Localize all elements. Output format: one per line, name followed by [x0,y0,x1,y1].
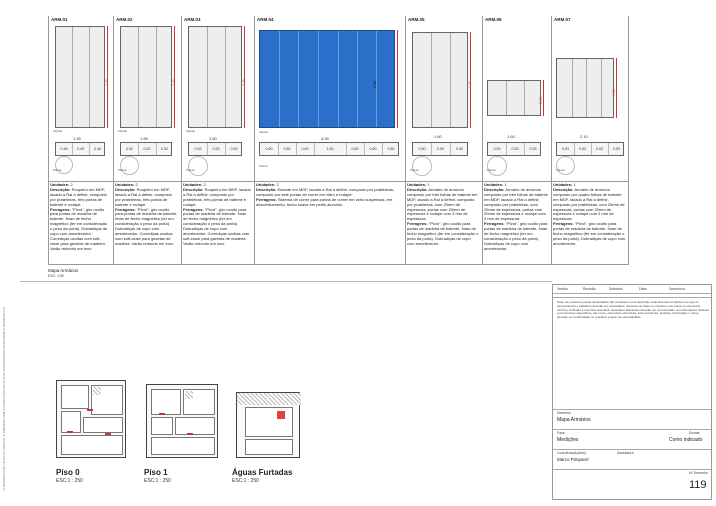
module-width: 0.52 [138,143,157,155]
unit-id: ARM.04 [257,17,274,22]
module-width: 0.60 [387,147,395,151]
map-title: Mapa Armários [48,268,79,273]
elevation-drawing [487,80,541,116]
scale-value: Como indicado [669,437,703,443]
rev-header-desenhou: Desenhou [669,287,685,291]
module-width: 1.60 [314,143,347,155]
module-width: 0.53 [557,143,575,155]
plan-label: Planta [118,168,127,172]
title-block [552,284,712,500]
elevation-label: Alçado [53,129,63,133]
plan-label: Planta [259,164,268,168]
floor-name: Piso 0 [56,468,80,477]
unit-description: Unidades: 2 Descrição: Roupeiro em MDF, lacado a Ral a definir, composto por prateleiras, três portas de batente e rodapé. Ferragens: "Pivot", giro oculto para portas de madeira de batente. Íman de fecho magnético (ter em consideração o peso da porta). Dobradiças de copo com amortecedor. Corrediças ocultas com soft-close para gavetas de madeira. Varão redondo em inox. [115,182,178,246]
module-width: 0.52 [121,143,139,155]
unit-id: ARM.06 [485,17,502,22]
plan-drawing [259,142,399,156]
coordination-label: Coordenação(ões) [557,451,586,455]
height-label: 2.40 [468,81,472,88]
elevation-label: Alçado [259,130,269,134]
module-width: 0.50 [456,147,463,151]
divider [48,264,629,265]
width-label: 1.60 [209,136,217,141]
module-width: 0.53 [207,143,226,155]
module-width: 0.48 [94,147,101,151]
plan-drawing [412,142,468,156]
map-scale: ESC: 1:50 [48,274,64,278]
module-width: 0.50 [431,143,451,155]
width-label: 4.28 [321,136,329,141]
plan-drawing [120,142,172,156]
height-label: 2.40 [172,79,176,86]
floorplan-aguas-furtadas [236,392,300,458]
rev-header-versao: Versão [557,287,568,291]
drawing-number-label: Nº Desenho [689,471,708,475]
height-label: 2.40 [105,79,109,86]
width-label: 2.10 [580,134,588,139]
elevation-label: Alçado [118,129,128,133]
height-label: 2.40 [242,79,246,86]
height-label: 1.50 [612,89,616,96]
module-width: 0.53 [230,147,238,151]
module-width: 0.53 [488,143,507,155]
height-label: 2.40 [373,81,377,88]
floor-scale: ESC:1 : 250 [232,478,259,484]
height-label: 0.90 [539,97,543,104]
width-label: 1.60 [507,134,515,139]
elevation-drawing [55,26,105,128]
module-width: 0.53 [506,143,525,155]
plan-label: Planta [186,168,195,172]
plan-drawing [556,142,624,156]
width-label: 1.45 [73,136,81,141]
module-width: 0.53 [189,143,208,155]
divider [20,281,552,282]
copyright-side-note: É REPRODUÇÃO TOTAL OU PARCIAL E PROIBIDA SEM AUTORIZAÇÃO DO AUTOR, PROPRIEDADE CONFORME O DECRETO-LEI [2,307,6,490]
plan-label: Planta [410,168,419,172]
drawing-label: Desenho [557,411,572,415]
unit-description: Unidades: 2 Descrição: Estante em MDF, lacado a Ral a definir, composto por prateleiras, composto por sete portas de correr em vidro e rodapé. Ferragens: Sistema de correr para portas de correr em vidro suspensas, em descentramento, fecho suave em perfis alumínio. [256,182,395,207]
floor-scale: ESC:1 : 250 [144,478,171,484]
module-width: 0.53 [529,147,537,151]
unit-id: ARM.05 [408,17,425,22]
unit-id: ARM.01 [51,17,68,22]
module-width: 0.52 [161,147,168,151]
floorplan-piso-1 [146,384,218,458]
plan-drawing [487,142,541,156]
drawing-number: 119 [689,479,707,491]
plan-drawing [55,142,105,156]
elevation-drawing [412,32,468,128]
unit-description: Unidades: 1 Descrição: Armário de arrumos composto por três folhas de batente em MDF, lacado a Ral a definir, composto por prateleiras, com 25mm de espessura, portas com 20mm de espessura e rodapé com 3 mm de espessura. Ferragens: "Pivot", giro oculto para portas de madeira de batente. Íman de fecho magnético (ter em consideração o peso da porta). Dobradiças de copo com amortecedor. [484,182,548,251]
drawing-title: Mapa Armários [557,417,591,423]
module-width: 0.53 [613,147,620,151]
module-width: 0.53 [591,143,609,155]
module-width: 0.50 [413,143,432,155]
floorplan-piso-0 [56,380,126,458]
phase-label: Fase [557,431,565,435]
width-label: 1.55 [140,136,148,141]
elevation-drawing [188,26,242,128]
module-width: 0.60 [278,143,297,155]
module-width: 0.53 [574,143,592,155]
phase-value: Medições [557,437,579,443]
plan-label: Planta [556,168,565,172]
module-width: 0.60 [346,143,365,155]
unit-description: Unidades: 2 Descrição: Roupeiro em MDF, lacado a Ral a definir, composto por prateleiras, três portas de batente e rodapé. Ferragens: "Pivot", giro oculto para portas de madeira de batente. Íman de fecho magnético (ter em consideração o peso da porta). Dobradiças de copo com amortecedor. Corrediças ocultas com soft-close para gavetas de madeira. Varão redondo em inox. [50,182,108,251]
elevation-label: Alçado [186,129,196,133]
elevation-drawing [556,58,614,118]
floor-name: Piso 1 [144,468,168,477]
floor-scale: ESC:1 : 250 [56,478,83,484]
plan-drawing [188,142,242,156]
signature-label: Assinatura [617,451,634,455]
module-width: 0.48 [56,143,73,155]
unit-id: ARM.02 [116,17,133,22]
floor-name: Águas Furtadas [232,468,293,477]
unit-description: Unidades: 2 Descrição: Roupeiro em MDF, lacado a Ral a definir, composto por prateleiras, três portas de batente e rodapé. Ferragens: "Pivot", giro oculto para portas de madeira de batente. Íman de fecho magnético (ter em consideração o peso da porta). Dobradiças de copo com amortecedor. Corrediças ocultas com soft-close para gavetas de madeira. Varão redondo em inox. [183,182,251,246]
unit-description: Unidades: 1 Descrição: Armário de arrumos composto por três folhas de batente em MDF, lacado a Ral a definir, composto por prateleiras, com 25mm de espessura, portas com 20mm de espessura e rodapé com 3 mm de espessura. Ferragens: "Pivot", giro oculto para portas de madeira de batente. Íman de fecho magnético (ter em consideração o peso da porta). Dobradiças de copo com amortecedor. [407,182,479,246]
coordination-value: Marco Pimparel [557,457,589,462]
unit-description: Unidades: 1 Descrição: Armário de arrumos composto por quatro folhas de batente em MDF, lacado a Ral a definir, composto por prateleiras, com 25mm de espessura, portas com 20mm de espessura e rodapé com 3 mm de espessura. Ferragens: "Pivot", giro oculto para portas de madeira de batente. Íman de fecho magnético (ter em consideração o peso da porta). Dobradiças de copo com amortecedor. [553,182,626,246]
rev-header-revisao: Revisão [583,287,596,291]
plan-label: Planta [487,168,496,172]
unit-id: ARM.07 [554,17,571,22]
unit-id: ARM.03 [184,17,201,22]
module-width: 0.60 [364,143,383,155]
module-width: 0.49 [72,143,90,155]
elevation-drawing [259,30,395,128]
rev-header-data: Data [639,287,647,291]
scale-label: Escala [689,431,700,435]
plan-label: Planta [53,168,62,172]
elevation-drawing [120,26,172,128]
rev-header-substitui: Substitui [609,287,623,291]
width-label: 1.60 [434,134,442,139]
module-width: 0.60 [260,143,279,155]
notes: Nota: As presentes peças desenhadas não constituem uma descrição exaustiva das condições em que os fornecimentos e trabalhos deverão ser executados, devendo ser lidas em conjunto com todos os elementos escritos, incluindo a memória descritiva. Quaisquer alterações deverão ser comunicadas. As informações relativas a pormenores específicos, tais como, elementos estruturais, infra-estruturas, acústica, iluminação e outros, deverão ser confirmadas no respetivo projeto de especialidade. [557,300,709,320]
module-width: 0.60 [296,143,315,155]
